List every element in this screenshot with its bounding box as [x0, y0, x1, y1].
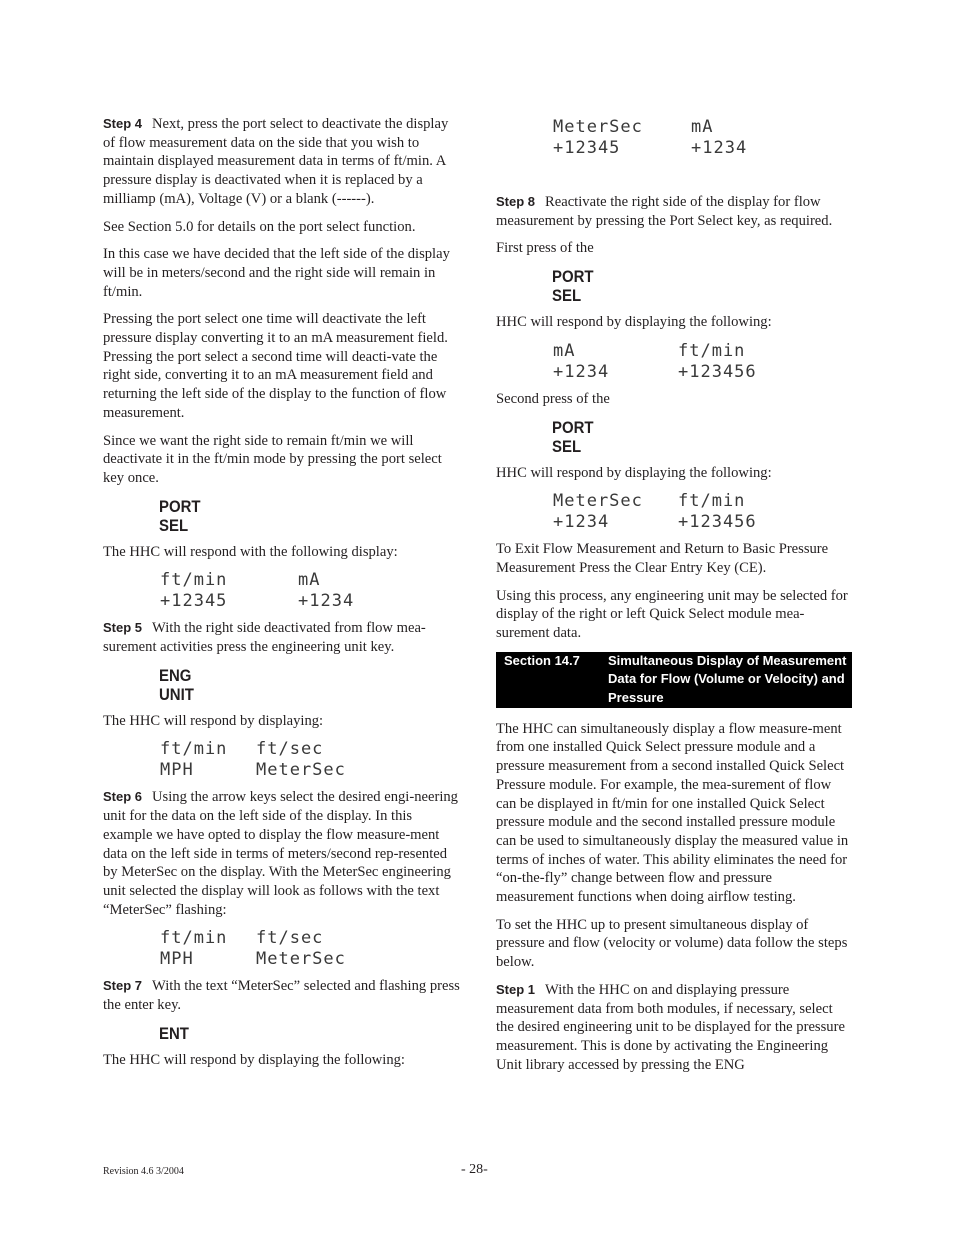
lcd-cell: MPH: [160, 949, 194, 970]
lcd-cell: MeterSec: [553, 117, 643, 137]
key-line: PORT: [159, 496, 201, 516]
key-line: UNIT: [159, 684, 194, 704]
lcd-cell: +123456: [678, 361, 757, 382]
key-line: ENG: [159, 665, 192, 685]
lcd-cell: +1234: [553, 512, 610, 533]
step5-paragraph: [103, 619, 460, 656]
step1-label: Step 1: [496, 981, 536, 997]
lcd-display-6: [553, 491, 852, 533]
lcd-cell: MeterSec: [553, 491, 643, 512]
step8-text: Reactivate the right side of the display for flow measurement by pressing the Port Select key, as required.: [496, 194, 833, 229]
ent-key: [159, 1024, 424, 1043]
lcd-cell: +12345: [160, 591, 228, 612]
lcd-display-3: [160, 928, 460, 970]
page-number: - 28-: [461, 1162, 488, 1177]
lcd-cell: +123456: [678, 512, 757, 533]
lcd-cell: ft/min: [160, 570, 228, 591]
step8-label: Step 8: [496, 194, 536, 209]
lcd-cell: MPH: [160, 760, 194, 781]
port-sel-key-2: [552, 267, 816, 305]
respond-paragraph-4: HHC will respond by displaying the following:: [496, 314, 772, 331]
lcd-cell: mA: [553, 340, 576, 361]
lcd-display-5: [553, 341, 852, 383]
lcd-cell: ft/sec: [256, 928, 324, 949]
lcd-cell: ft/min: [678, 491, 746, 512]
key-line: PORT: [552, 417, 594, 437]
step7-paragraph: [103, 977, 460, 1014]
footer-revision: Revision 4.6 3/2004: [103, 1166, 184, 1177]
lcd-cell: MeterSec: [256, 949, 346, 970]
key-line: PORT: [552, 267, 594, 287]
lcd-cell: ft/sec: [256, 739, 324, 760]
key-line: ENT: [159, 1023, 189, 1043]
see-section-paragraph: See Section 5.0 for details on the port select function.: [103, 218, 416, 235]
port-sel-key-1: [159, 497, 424, 535]
section-number: Section 14.7: [504, 652, 580, 668]
right-column: [496, 115, 852, 1083]
key-line: SEL: [159, 515, 189, 535]
port-sel-key-3: [552, 418, 816, 456]
section-heading: [496, 652, 852, 708]
lcd-cell: mA: [691, 117, 714, 137]
step7-text: With the text “MeterSec” selected and flashing press the enter key.: [103, 978, 460, 1014]
key-line: SEL: [552, 286, 582, 306]
step4-text: Next, press the port select to deactivate the display of flow measurement data on the side that you wish to maintain displayed measurement data in terms of ft/min. A pressure display is deactivated when it is replaced by a milliamp (mA), Voltage (V) or a blank (------).: [103, 116, 449, 207]
lcd-cell: +12345: [553, 138, 621, 158]
step6-text: Using the arrow keys select the desired engi-neering unit for the data on the left side of the display. In this example we have opted to display the flow measure-ment data on the left side in terms of meters/second rep-resented by MeterSec on the display. With the MeterSec engineering unit selected the display will look as follows with the text “MeterSec” flashing:: [103, 789, 458, 918]
step6-label: Step 6: [103, 789, 143, 805]
lcd-cell: ft/min: [678, 340, 746, 361]
pressing-paragraph: Pressing the port select one time will deactivate the left pressure display converting it to an mA measurement field. Pressing the port select a second time will deacti-vate the right side, converting it to an mA measurement field and returning the left side of the display to the function of flow measurement.: [103, 311, 448, 421]
lcd-cell: mA: [298, 570, 321, 591]
lcd-cell: MeterSec: [256, 760, 346, 781]
step4-paragraph: [103, 115, 460, 209]
respond-paragraph-3: The HHC will respond by displaying the following:: [103, 1051, 405, 1068]
lcd-cell: +1234: [553, 361, 610, 382]
lcd-cell: ft/min: [160, 739, 228, 760]
to-set-paragraph: To set the HHC up to present simultaneous display of pressure and flow (velocity or volume) data follow the steps below.: [496, 916, 848, 971]
step1-paragraph: [496, 981, 852, 1075]
respond-paragraph-1: The HHC will respond with the following display:: [103, 543, 398, 560]
second-press-paragraph: Second press of the: [496, 390, 610, 407]
step8-paragraph: [496, 193, 852, 230]
step6-paragraph: [103, 788, 460, 919]
step1-text: With the HHC on and displaying pressure measurement data from both modules, if necessary, select the desired engineering unit to be displayed for the pressure measurement. This is done by activating the Engineering Unit library accessed by pressing the ENG: [496, 981, 845, 1073]
step5-text: With the right side deactivated from flow mea-surement activities press the engineering unit key.: [103, 620, 426, 656]
exit-paragraph: To Exit Flow Measurement and Return to Basic Pressure Measurement Press the Clear Entry Key (CE).: [496, 541, 829, 576]
step5-label: Step 5: [103, 620, 143, 636]
lcd-cell: ft/min: [160, 928, 228, 949]
step7-label: Step 7: [103, 978, 143, 994]
lcd-display-1: [160, 570, 460, 612]
left-column: [103, 115, 460, 1079]
lcd-cell: +1234: [298, 591, 355, 612]
lcd-display-4: [553, 117, 852, 159]
first-press-paragraph: First press of the: [496, 240, 594, 257]
eng-unit-key: [159, 666, 424, 704]
case-paragraph: In this case we have decided that the left side of the display will be in meters/second and the right side will remain in ft/min.: [103, 246, 450, 300]
key-line: SEL: [552, 436, 582, 456]
step4-label: Step 4: [103, 116, 143, 131]
lcd-display-2: [160, 739, 460, 781]
since-paragraph: Since we want the right side to remain ft/min we will deactivate it in the ft/min mode by pressing the port select key once.: [103, 432, 442, 486]
section-title: Simultaneous Display of Measurement Data for Flow (Volume or Velocity) and Pressure: [608, 652, 847, 705]
using-paragraph: Using this process, any engineering unit may be selected for display of the right or left Quick Select module mea-surement data.: [496, 587, 848, 642]
respond-paragraph-2: The HHC will respond by displaying:: [103, 712, 324, 729]
respond-paragraph-5: HHC will respond by displaying the following:: [496, 464, 772, 481]
hhc-can-paragraph: The HHC can simultaneously display a flow measure-ment from one installed Quick Select pressure module and a pressure measurement from a second installed Quick Select Pressure module. For example, the mea-surement of flow can be displayed in ft/min for one installed Quick Select pressure module and the second installed pressure module can be used to simultaneously display the measured value in terms of inches of water. This ability eliminates the need for “on-the-fly” change between flow and pressure measurement functions when doing airflow testing.: [496, 720, 849, 906]
lcd-cell: +1234: [691, 138, 748, 158]
